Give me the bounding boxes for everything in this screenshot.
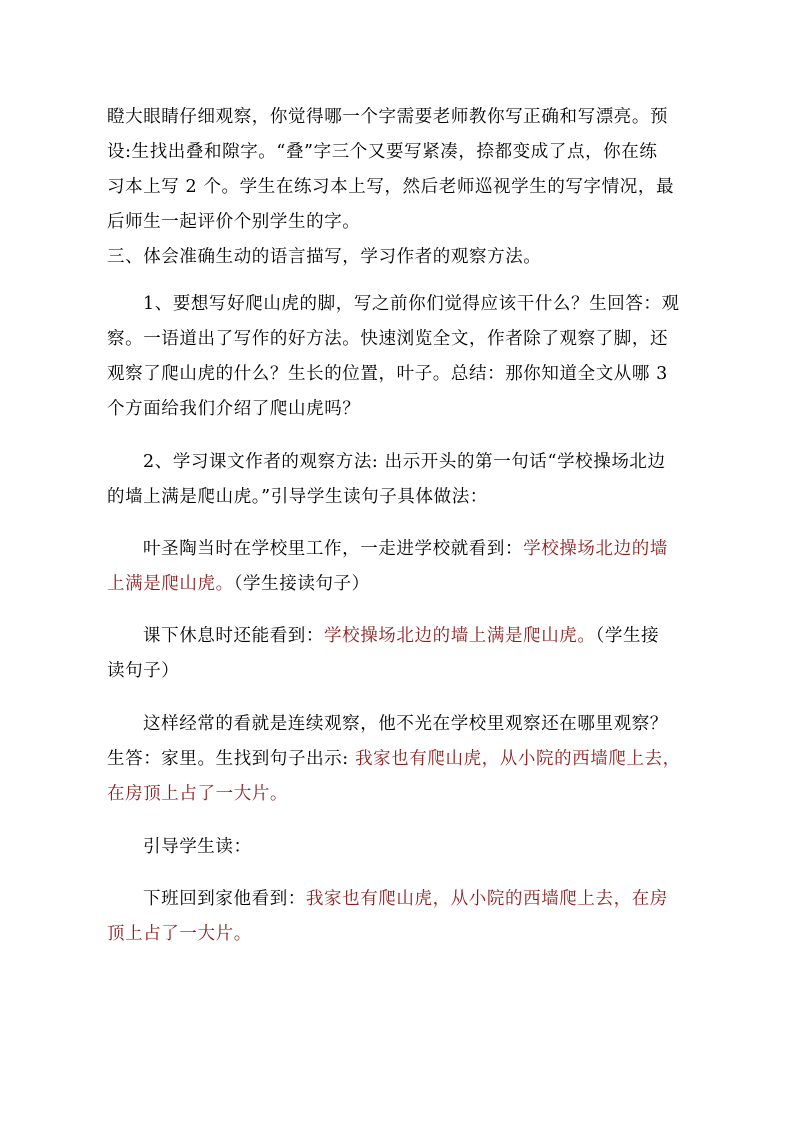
paragraph-line: 设:生找出叠和隙字。“叠”字三个又要写紧凑，捺都变成了点，你在练: [107, 142, 658, 162]
paragraph-line: [107, 782, 288, 806]
quoted-sentence: 我家也有爬山虎，从小院的西墙爬上去，: [354, 749, 681, 769]
paragraph-line: [143, 624, 659, 648]
quoted-sentence: 在房顶上占了一大片。: [107, 784, 288, 804]
paragraph-line: 1、要想写好爬山虎的脚，写之前你们觉得应该干什么？生回答：观: [143, 294, 680, 314]
paragraph-line: 这样经常的看就是连续观察，他不光在学校里观察还在哪里观察？: [143, 714, 668, 734]
paragraph-line: 习本上写 2 个。学生在练习本上写，然后老师巡视学生的写字情况，最: [107, 177, 675, 197]
narration-text: 课下休息时还能看到：: [143, 626, 324, 646]
paragraph-line: 后师生一起评价个别学生的字。: [107, 212, 361, 232]
paragraph-line: 2、学习课文作者的观察方法: 出示开头的第一句话“学校操场北边: [143, 452, 666, 472]
quoted-sentence: 学校操场北边的墙上满是爬山虎。: [324, 626, 596, 646]
narration-text: 下班回到家他看到：: [143, 889, 306, 909]
paragraph-line: 的墙上满是爬山虎。”引导学生读句子具体做法：: [107, 487, 488, 507]
paragraph-line: [143, 887, 668, 911]
quoted-sentence: 学校操场北边的墙: [523, 539, 668, 559]
narration-text: （学生接: [595, 626, 660, 646]
paragraph-line: [107, 747, 681, 771]
paragraph-line: 个方面给我们介绍了爬山虎吗？: [107, 399, 361, 419]
narration-text: 生答：家里。生找到句子出示:: [107, 749, 355, 769]
paragraph-line: 观察了爬山虎的什么？生长的位置，叶子。总结：那你知道全文从哪 3: [107, 364, 668, 384]
paragraph-line: [107, 922, 252, 946]
narration-text: （学生接读句子）: [233, 574, 370, 594]
paragraph-line: 瞪大眼睛仔细观察，你觉得哪一个字需要老师教你写正确和写漂亮。预: [107, 107, 669, 127]
paragraph-line: 读句子）: [107, 661, 180, 681]
quoted-sentence: 上满是爬山虎。: [107, 574, 234, 594]
quoted-sentence: 我家也有爬山虎，从小院的西墙爬上去，在房: [305, 889, 668, 909]
paragraph-line: [143, 537, 668, 561]
section-heading: 三、体会准确生动的语言描写，学习作者的观察方法。: [107, 247, 542, 267]
paragraph-line: [107, 572, 370, 596]
paragraph-line: 察。一语道出了写作的好方法。快速浏览全文，作者除了观察了脚，还: [107, 329, 669, 349]
quoted-sentence: 顶上占了一大片。: [107, 924, 252, 944]
narration-text: 叶圣陶当时在学校里工作，一走进学校就看到：: [143, 539, 524, 559]
paragraph-line: 引导学生读：: [143, 837, 252, 857]
